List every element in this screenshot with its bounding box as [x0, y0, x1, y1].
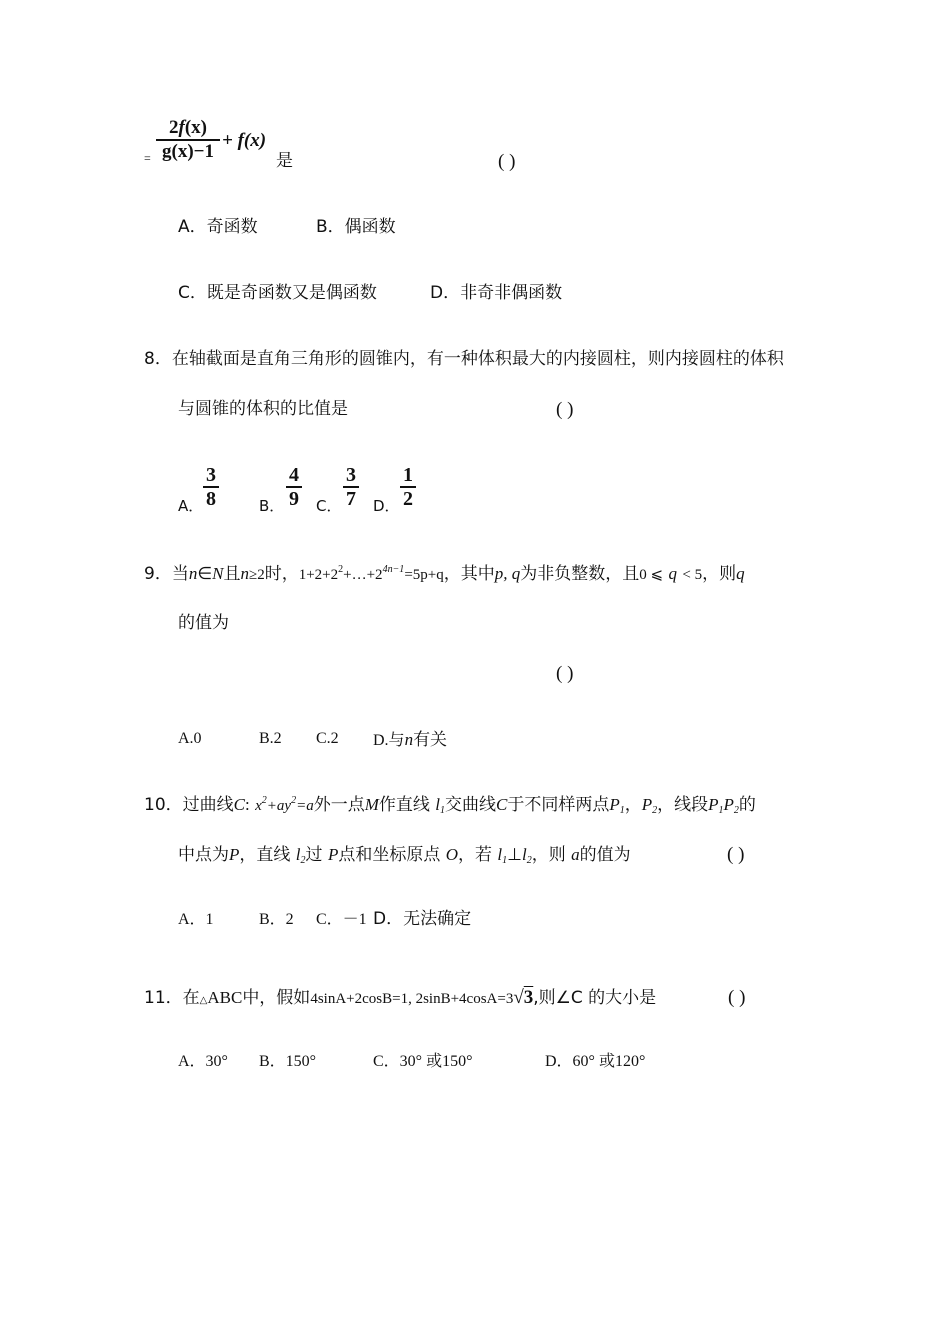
q9-lead: 9．当	[144, 564, 189, 584]
q10-perp: $l_1\perp l_2$	[497, 845, 532, 866]
q9-N: N	[212, 564, 224, 583]
q7-frac-numerator-x: (x)	[184, 117, 207, 138]
q8-stem-line1: 8．在轴截面是直角三角形的圆锥内，有一种体积最大的内接圆柱，则内接圆柱的体积	[144, 349, 784, 369]
q11-option-c: C．30° 或150°	[373, 1053, 473, 1070]
q8-option-c-fraction	[343, 465, 359, 509]
q10-lead: 10．过曲线	[144, 795, 234, 815]
q10-option-d: D．无法确定	[373, 909, 472, 929]
q7-option-c: C．既是奇函数又是偶函数	[178, 283, 377, 303]
q9-when: 时，	[264, 564, 299, 584]
q10-P-b: P	[327, 845, 339, 864]
q10-P2: $P_2$	[641, 795, 658, 816]
q7-option-b: B．偶函数	[316, 217, 396, 237]
q9-option-d	[373, 731, 447, 749]
q7-answer-paren: ( )	[498, 151, 516, 172]
q9-option-b: B.2	[259, 730, 282, 747]
q9-pq: p, q	[494, 564, 521, 583]
q9-geq2: ≥2	[248, 567, 265, 583]
q10-P1: $P_1$	[609, 795, 625, 816]
q10-C2: C	[496, 795, 508, 814]
q9-option-d-label: D.与	[373, 732, 405, 749]
q7-frac-denominator: g(x)−1	[162, 141, 214, 162]
q11-sqrt3: √3	[513, 987, 534, 1008]
q8-option-a-label: A．	[178, 497, 204, 515]
q10-stem-line1: 10．过曲线C: $x^2+ay^2=a$外一点M作直线 $l_1$交曲线C于不同样两点$P_1$，$P_2$，线段$P_1P_2$的	[144, 795, 756, 816]
q11-option-d: D．60° 或120°	[545, 1053, 646, 1070]
q8-b-den: 9	[289, 488, 299, 510]
q8-option-a-fraction	[203, 465, 219, 509]
q10-a: a	[571, 845, 580, 864]
q10-outside: 外一点	[313, 795, 365, 815]
q10-l1: $l_1$	[435, 795, 446, 816]
q9-q-end: q	[736, 564, 745, 583]
q11-option-b: B．150°	[259, 1053, 317, 1070]
q9-in: ∈	[197, 564, 213, 583]
q8-option-b-fraction	[286, 465, 302, 509]
q9-then: ，则	[702, 564, 737, 584]
q10-P: P	[229, 845, 240, 864]
q9-n: n	[188, 564, 198, 583]
q9-q: q	[668, 564, 677, 583]
q7-frac-numerator-coef: 2	[169, 117, 179, 138]
q9-option-d-tail: 有关	[413, 730, 448, 750]
q9-n2: n	[240, 564, 249, 583]
q10-equation: $x^2+ay^2=a$	[255, 795, 314, 814]
q8-c-den: 7	[346, 488, 356, 510]
q8-option-c-label: C．	[316, 497, 342, 515]
q8-stem-line2: 与圆锥的体积的比值是	[178, 399, 348, 419]
q7-suffix: 是	[276, 151, 293, 171]
q10-C: C	[233, 795, 245, 814]
q9-option-a: A.0	[178, 730, 202, 747]
q10-stem-line2: 中点为P，直线 $l_2$过 P点和坐标原点 O，若 $l_1\perp l_2$，则 a的值为	[178, 845, 631, 866]
q9-and: 且	[223, 564, 241, 584]
q7-option-a: A．奇函数	[178, 217, 258, 237]
q9-range-a: 0 ⩽	[639, 567, 664, 583]
q9-stem-line1	[144, 565, 745, 583]
q10-option-b: B．2	[259, 911, 294, 928]
q11-option-a: A．30°	[178, 1053, 228, 1070]
q8-answer-paren: ( )	[556, 399, 574, 420]
q7-fraction	[156, 118, 220, 162]
q11-if: 中，假如	[242, 988, 311, 1008]
q9-option-c: C.2	[316, 730, 339, 747]
q8-option-d-fraction	[400, 465, 416, 509]
q9-option-d-n: n	[404, 730, 414, 749]
q10-intersect: 交曲线	[445, 795, 497, 815]
q11-equation: 4sinA+2cosB=1, 2sinB+4cosA=3	[310, 991, 514, 1007]
q10-M: M	[364, 795, 379, 814]
q8-c-num: 3	[346, 464, 356, 486]
q10-two-points: 于不同样两点	[507, 795, 610, 815]
q10-segment: ，线段	[657, 795, 709, 815]
q11-stem	[144, 988, 656, 1007]
q10-O: O	[445, 845, 459, 864]
q10-option-c: C．－1	[316, 911, 367, 928]
q11-question: ,则∠C 的大小是	[533, 988, 657, 1008]
q8-d-num: 1	[403, 464, 413, 486]
triangle-icon: △	[199, 995, 208, 1006]
q9-stem-line2: 的值为	[178, 613, 229, 633]
q10-option-a: A．1	[178, 911, 214, 928]
q10-P1P2: $P_1P_2$	[708, 795, 739, 816]
q9-where: ，其中	[443, 564, 495, 584]
q8-d-den: 2	[403, 488, 413, 510]
q9-range-b: < 5	[682, 567, 703, 583]
q11-abc: ABC	[207, 988, 243, 1007]
q8-a-num: 3	[206, 464, 216, 486]
q8-option-b-label: B．	[259, 497, 285, 515]
q7-frac-numerator-f: f	[178, 117, 185, 138]
q11-lead: 11．在	[144, 988, 200, 1008]
q10-line: 作直线	[378, 795, 430, 815]
q9-answer-paren: ( )	[556, 663, 574, 684]
q11-answer-paren: ( )	[728, 987, 746, 1008]
q7-option-d: D．非奇非偶函数	[430, 283, 563, 303]
q10-answer-paren: ( )	[727, 844, 745, 865]
q7-equals: =	[144, 151, 151, 165]
q8-option-d-label: D．	[373, 497, 400, 515]
q8-b-num: 4	[289, 464, 299, 486]
q9-sum: $1+2+2^2+\dots+2^{4n-1}=5p+q$	[298, 564, 444, 583]
q7-plus-term: + f(x)	[222, 130, 267, 151]
q8-a-den: 8	[206, 488, 216, 510]
q9-nonneg: 为非负整数，且	[520, 564, 640, 584]
q10-l2: $l_2$	[295, 845, 306, 866]
